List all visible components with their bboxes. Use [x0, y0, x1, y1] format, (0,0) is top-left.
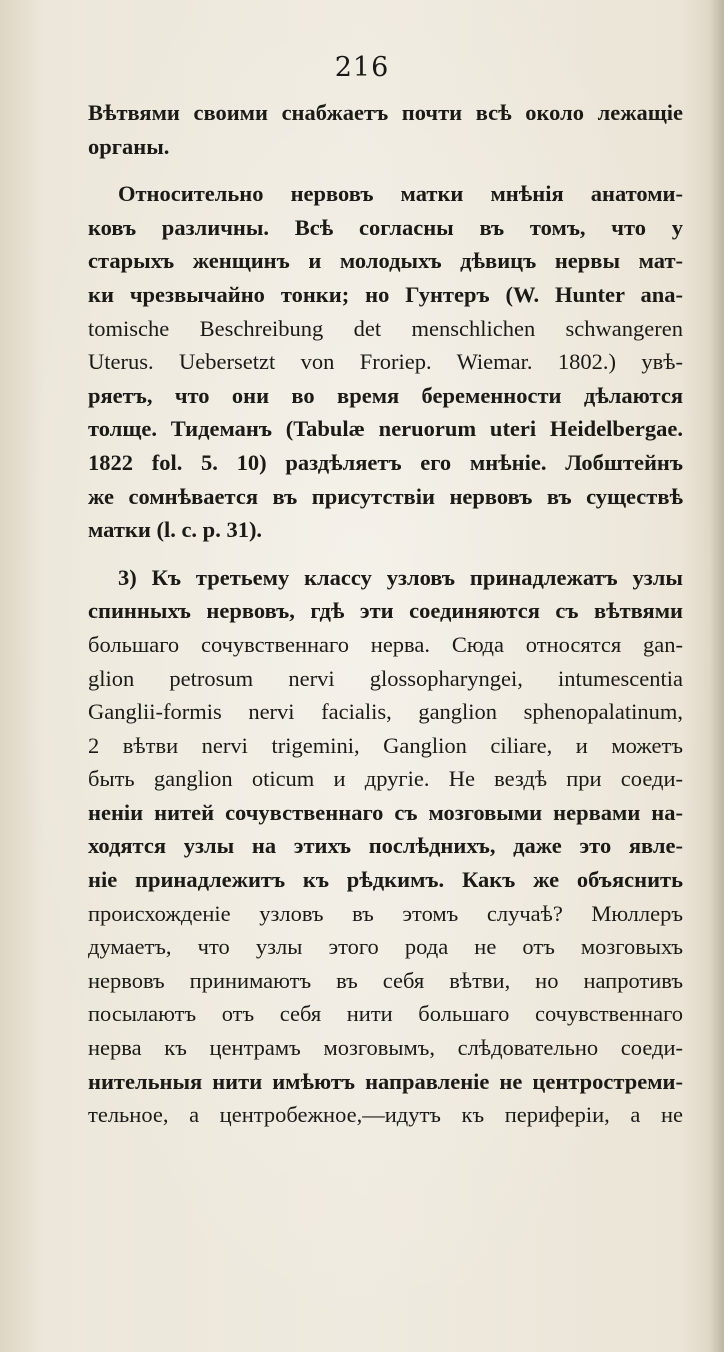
text-line: tomische Beschreibung det menschlichen schwangeren	[88, 315, 683, 341]
text-line: нерва къ центрамъ мозговымъ, слѣдовательно соеди-	[88, 1035, 683, 1061]
text-line: матки (l. c. p. 31).	[88, 517, 263, 543]
text-line: неніи нитей сочувственнаго съ мозговыми нервами на-	[88, 799, 683, 825]
page-edge-shadow	[710, 0, 724, 1352]
text-line: ковъ различны. Всѣ согласны въ томъ, что у	[88, 214, 683, 240]
text-line: 3) Къ третьему классу узловъ принадлежатъ узлы	[118, 564, 683, 590]
paragraph-2	[88, 177, 683, 547]
text-line: большаго сочувственнаго нерва. Сюда относятся gan-	[88, 631, 683, 657]
text-line: органы.	[88, 133, 170, 159]
paragraph-3	[88, 561, 683, 1132]
text-line: glion petrosum nervi glossopharyngei, intumescentia	[88, 665, 683, 691]
text-line: тельное, а центробежное,—идутъ къ периферіи, а не	[88, 1102, 683, 1128]
paragraph-1	[88, 96, 683, 163]
page-number: 216	[334, 52, 390, 83]
text-line: же сомнѣвается въ присутствіи нервовъ въ существѣ	[88, 483, 683, 509]
text-line: Относительно нервовъ матки мнѣнія анатоми-	[118, 181, 683, 207]
text-line: ніе принадлежитъ къ рѣдкимъ. Какъ же объяснить	[88, 867, 683, 893]
text-line: спинныхъ нервовъ, гдѣ эти соединяются съ вѣтвями	[88, 598, 683, 624]
text-line: Вѣтвями своими снабжаетъ почти всѣ около лежащіе	[88, 100, 683, 125]
text-line: думаетъ, что узлы этого рода не отъ мозговыхъ	[88, 934, 683, 960]
text-line: Uterus. Uebersetzt von Froriep. Wiemar. 1802.) увѣ-	[88, 349, 683, 375]
text-line: ки чрезвычайно тонки; но Гунтеръ (W. Hunter ana-	[88, 281, 683, 307]
page-text	[88, 96, 683, 1132]
text-line: быть ganglion oticum и другіе. Не вездѣ при соеди-	[88, 766, 683, 792]
text-line: толще. Тидеманъ (Tabulæ neruorum uteri Heidelbergae.	[88, 416, 683, 442]
text-line: старыхъ женщинъ и молодыхъ дѣвицъ нервы мат-	[88, 248, 683, 274]
text-line: 1822 fol. 5. 10) раздѣляетъ его мнѣніе. Лобштейнъ	[88, 449, 683, 475]
text-line: происхожденіе узловъ въ этомъ случаѣ? Мюллеръ	[88, 900, 683, 926]
text-line: ряетъ, что они во время беременности дѣлаются	[88, 382, 683, 408]
text-line: посылаютъ отъ себя нити большаго сочувственнаго	[88, 1001, 683, 1027]
text-line: нервовъ принимаютъ въ себя вѣтви, но напротивъ	[88, 967, 683, 993]
text-line: нительныя нити имѣютъ направленіе не центростреми-	[88, 1068, 683, 1094]
text-line: 2 вѣтви nervi trigemini, Ganglion ciliare, и можетъ	[88, 732, 683, 758]
text-line: ходятся узлы на этихъ послѣднихъ, даже это явле-	[88, 833, 683, 859]
text-line: Ganglii-formis nervi facialis, ganglion sphenopalatinum,	[88, 699, 683, 725]
